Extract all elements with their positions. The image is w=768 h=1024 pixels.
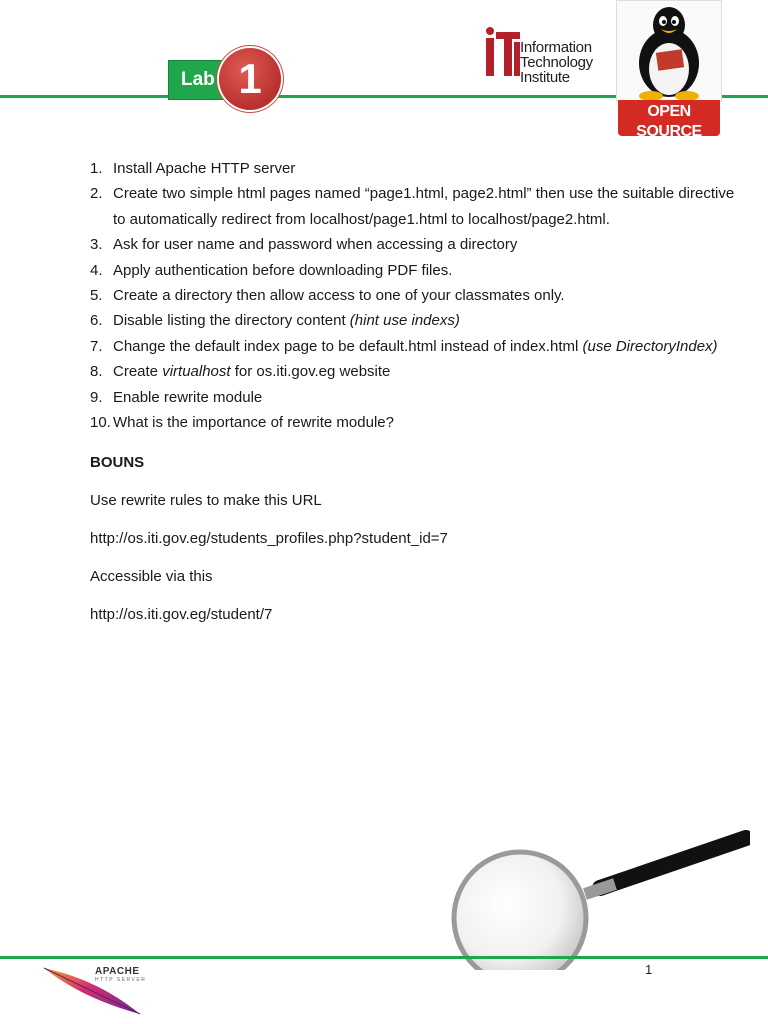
bonus-instruction: Use rewrite rules to make this URL	[90, 492, 322, 510]
task-list	[90, 156, 740, 435]
task-text: Install Apache HTTP server	[113, 160, 296, 177]
apache-name: APACHE	[95, 966, 140, 977]
task-text: Change the default index page to be default.html instead of index.html	[113, 337, 583, 355]
badge-label	[618, 100, 720, 150]
footer-rule	[0, 956, 768, 959]
task-number: 1.	[90, 160, 103, 177]
task-number: 4.	[90, 261, 103, 279]
task-item	[90, 334, 740, 359]
badge-frame	[616, 0, 722, 102]
task-text: (hint use indexs)	[349, 312, 460, 330]
iti-logo-text	[520, 40, 593, 85]
task-number: 5.	[90, 287, 103, 305]
task-number: 3.	[90, 236, 103, 254]
task-text: Apply authentication before downloading PDF files.	[113, 261, 453, 279]
magnifier-illustration	[450, 830, 750, 970]
tux-penguin-icon	[617, 1, 721, 101]
bonus-url-target: http://os.iti.gov.eg/student/7	[90, 606, 273, 624]
task-number: 10.	[90, 414, 111, 432]
task-item	[90, 283, 740, 308]
task-item	[90, 232, 740, 257]
task-item	[90, 308, 740, 333]
task-text: (use DirectoryIndex)	[582, 337, 718, 355]
iti-logo-line: Information	[520, 39, 592, 56]
task-text: Enable rewrite module	[113, 388, 263, 406]
task-text: Disable listing the directory content	[113, 312, 350, 330]
apache-subtitle: HTTP SERVER	[95, 977, 147, 983]
bonus-instruction-2: Accessible via this	[90, 568, 213, 586]
task-text: Create two simple html pages named “page1.html, page2.html” then use the suitable directive to automatically redirect from localhost/page1.html to localhost/page2.html.	[113, 185, 735, 228]
badge-subtitle: DEPARTMENT	[625, 143, 713, 150]
bonus-heading: BOUNS	[90, 454, 145, 472]
task-item	[90, 359, 740, 384]
bonus-url-source: http://os.iti.gov.eg/students_profiles.php?student_id=7	[90, 530, 448, 548]
lab-number-badge: 1	[219, 48, 281, 110]
iti-logo-line: Technology	[520, 54, 593, 71]
task-text: Create a directory then allow access to one of your classmates only.	[113, 287, 565, 305]
task-text: What is the importance of rewrite module?	[113, 414, 394, 432]
open-source-badge	[616, 0, 722, 150]
badge-title: OPEN SOURCE	[636, 103, 702, 140]
task-number: 8.	[90, 363, 103, 381]
task-number: 7.	[90, 337, 103, 355]
lab-label: Lab	[168, 60, 230, 100]
task-item	[90, 385, 740, 410]
task-item	[90, 410, 740, 435]
task-item	[90, 156, 740, 181]
task-text: for os.iti.gov.eg website	[230, 363, 391, 381]
iti-logo-line: Institute	[520, 69, 570, 86]
task-text: Ask for user name and password when accessing a directory	[113, 236, 518, 254]
task-number: 9.	[90, 388, 103, 406]
lab-content	[90, 156, 740, 625]
task-text: Create	[113, 363, 163, 381]
iti-mark-icon	[484, 26, 522, 80]
task-item	[90, 258, 740, 283]
task-text: virtualhost	[162, 363, 231, 381]
iti-logo	[484, 26, 614, 86]
task-number: 2.	[90, 185, 103, 203]
task-item	[90, 181, 740, 232]
page-number: 1	[645, 962, 653, 977]
task-number: 6.	[90, 312, 103, 330]
